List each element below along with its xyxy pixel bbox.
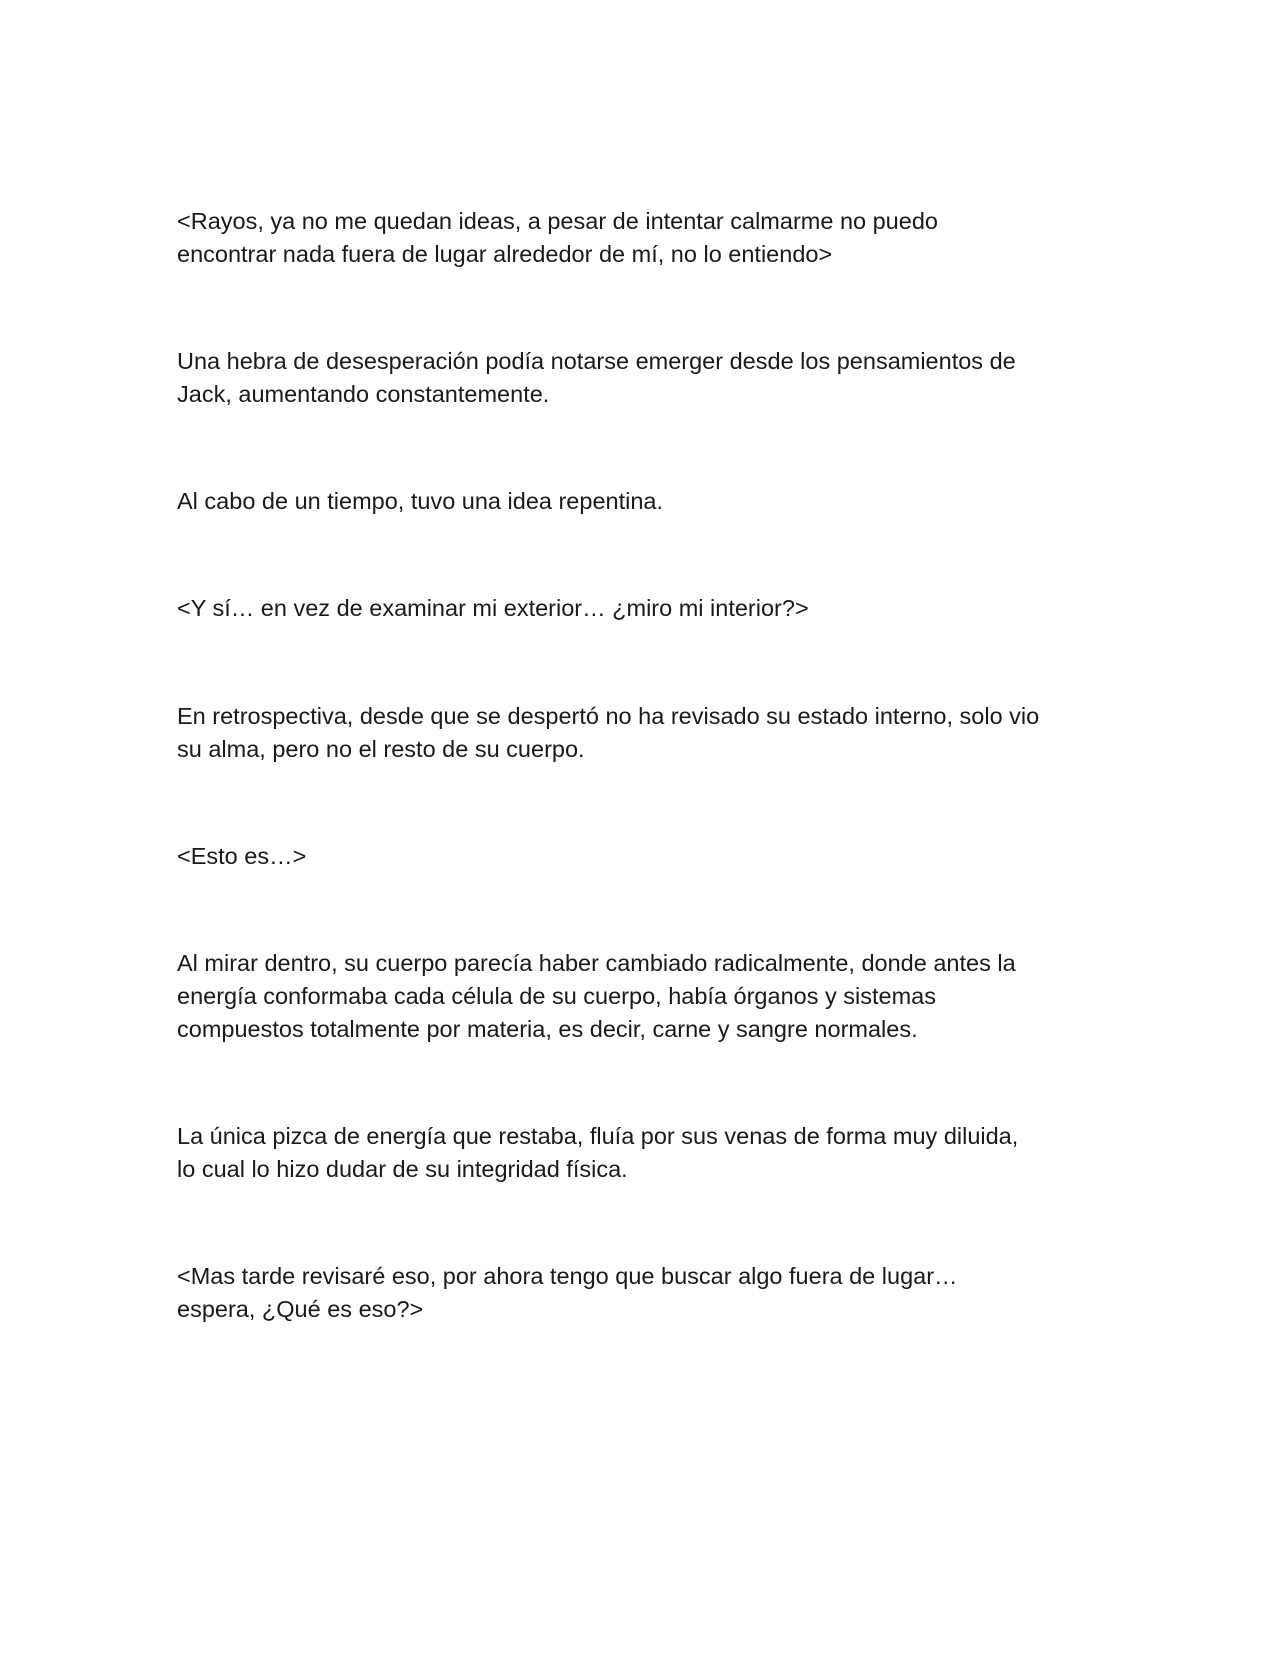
paragraph-6: <Esto es…> (177, 843, 307, 869)
paragraph-3: Al cabo de un tiempo, tuvo una idea repentina. (177, 488, 664, 514)
paragraph-8: La única pizca de energía que restaba, fluía por sus venas de forma muy diluida, lo cual lo hizo dudar de su integridad física. (177, 1123, 1019, 1182)
paragraph-2: Una hebra de desesperación podía notarse emerger desde los pensamientos de Jack, aumentando constantemente. (177, 348, 1016, 407)
paragraph-7: Al mirar dentro, su cuerpo parecía haber cambiado radicalmente, donde antes la energía conformaba cada célula de su cuerpo, había órganos y sistemas compuestos totalmente por materia, es decir, carne y sangre normales. (177, 950, 1016, 1042)
paragraph-5: En retrospectiva, desde que se despertó no ha revisado su estado interno, solo vio su alma, pero no el resto de su cuerpo. (177, 703, 1040, 762)
paragraph-9: <Mas tarde revisaré eso, por ahora tengo que buscar algo fuera de lugar… espera, ¿Qué es eso?> (177, 1263, 958, 1322)
paragraph-4: <Y sí… en vez de examinar mi exterior… ¿miro mi interior?> (177, 595, 809, 621)
paragraph-1: <Rayos, ya no me quedan ideas, a pesar de intentar calmarme no puedo encontrar nada fuera de lugar alrededor de mí, no lo entiendo> (177, 208, 938, 267)
